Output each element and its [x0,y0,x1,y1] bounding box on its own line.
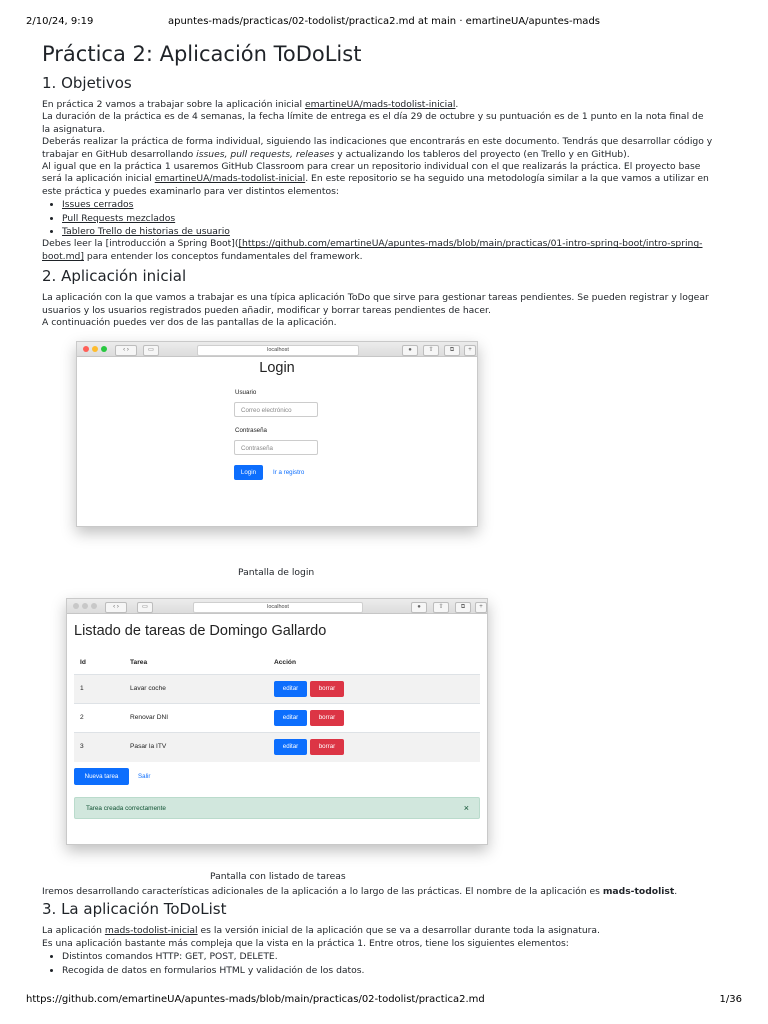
todolist-paragraph-1: La aplicación mads-todolist-inicial es la versión inicial de la aplicación que se va a desarrollar durante toda la asignatura. [42,925,600,937]
header-id: Id [80,659,86,666]
task-name: Pasar la ITV [130,743,167,750]
spring-boot-link[interactable]: [https://github.com/emartineUA/apuntes-mads/blob/main/practicas/01-intro-spring-boot/intro-spring-boot.md] [42,238,703,262]
login-title: Login [259,360,295,376]
list-item: • Recogida de datos en formularios HTML y validación de los datos. [62,964,714,977]
url-bar: localhost [193,602,363,613]
trello-link[interactable]: Tablero Trello de historias de usuario [62,226,230,238]
password-label: Contraseña [235,427,267,434]
table-row [74,732,480,762]
todolist-list [42,950,714,977]
login-screenshot [76,341,478,527]
login-button: Login [234,465,263,480]
document-body [42,38,714,330]
maximize-dot-icon [91,603,97,609]
edit-button: editar [274,681,307,697]
maximize-dot-icon [101,346,107,352]
list-item [62,225,714,238]
tabs-icon: ⧉ [455,602,471,613]
objetivos-paragraph-5: Debes leer la [introducción a Spring Boot]([https://github.com/emartineUA/apuntes-mads/blob/main/practicas/01-intro-spring-boot/intro-spring-boot.md] para entender los conceptos fundamentales del framework. [42,238,703,262]
close-icon: × [463,803,469,813]
url-bar: localhost [197,345,359,356]
section-objetivos-heading: 1. Objetivos [42,74,132,92]
aplicacion-paragraph-1: La aplicación con la que vamos a trabajar es una típica aplicación ToDo que sirve para gestionar tareas pendientes. Se pueden registrar y logear usuarios y los usuarios registrados pueden añadir, modificar y borrar tareas pendientes de hacer. [42,292,709,316]
table-row [74,703,480,733]
objetivos-paragraph-1: En práctica 2 vamos a trabajar sobre la aplicación inicial emartineUA/mads-todolist-inicial. [42,99,459,110]
password-input: Contraseña [234,440,318,455]
print-date: 2/10/24, 9:19 [26,16,94,27]
tabs-icon: ⧉ [444,345,460,356]
share-icon: ⇧ [433,602,449,613]
delete-button: borrar [310,710,344,726]
list-item [62,212,714,225]
edit-button: editar [274,710,307,726]
new-task-button: Nueva tarea [74,768,129,785]
close-dot-icon [73,603,79,609]
alert-message: Tarea creada correctamente [86,805,166,812]
header-action: Acción [274,659,296,666]
browser-toolbar [67,599,487,614]
repo-link-2[interactable]: emartineUA/mads-todolist-inicial [154,173,306,185]
browser-toolbar [77,342,477,357]
logout-link: Salir [138,773,151,780]
new-tab-icon: + [464,345,476,356]
sidebar-icon: ▭ [143,345,159,356]
task-id: 3 [80,743,84,750]
sidebar-icon: ▭ [137,602,153,613]
list-item: • Distintos comandos HTTP: GET, POST, DELETE. [62,950,714,963]
print-header [26,16,742,32]
back-forward-icon: ‹ › [105,602,127,613]
issues-link[interactable]: Issues cerrados [62,199,134,211]
print-title: apuntes-mads/practicas/02-todolist/practica2.md at main · emartineUA/apuntes-mads [167,16,600,27]
task-name: Lavar coche [130,685,166,692]
objetivos-list [42,198,714,238]
new-tab-icon: + [475,602,487,613]
page-title: Práctica 2: Aplicación ToDoList [42,42,362,66]
login-caption: Pantalla de login [238,567,315,578]
delete-button: borrar [310,739,344,755]
register-link: Ir a registro [273,469,305,476]
task-list-screenshot [66,598,488,845]
task-id: 2 [80,714,84,721]
section-aplicacion-heading: 2. Aplicación inicial [42,267,187,286]
success-alert [74,797,480,819]
list-item [62,198,714,211]
aplicacion-paragraph-2: A continuación puedes ver dos de las pantallas de la aplicación. [42,317,337,329]
task-id: 1 [80,685,84,692]
close-dot-icon [83,346,89,352]
print-footer [26,994,742,1010]
print-url: https://github.com/emartineUA/apuntes-mads/blob/main/practicas/02-todolist/practica2.md [26,994,485,1005]
page-number: 1/36 [719,994,742,1005]
minimize-dot-icon [82,603,88,609]
objetivos-paragraph-4: Al igual que en la práctica 1 usaremos GitHub Classroom para crear un repositorio individual con el que realizarás la práctica. El proyecto base será la aplicación inicial emartineUA/mads-todolist-inicial. En este repositorio se ha seguido una metodología similar a la que vamos a utilizar en este práctica y puedes examinarlo para ver distintos elementos: [42,161,709,197]
task-name: Renovar DNI [130,714,169,721]
todolist-paragraph-2: Es una aplicación bastante más compleja que la vista en la práctica 1. Entre otros, tiene los siguientes elementos: [42,937,569,949]
delete-button: borrar [310,681,344,697]
header-task: Tarea [130,659,148,666]
todolist-inicial-link[interactable]: mads-todolist-inicial [104,925,198,937]
list-caption: Pantalla con listado de tareas [210,871,346,882]
objetivos-paragraph-3: Deberás realizar la práctica de forma individual, siguiendo las indicaciones que encontrarás en este documento. Tendrás que desarrollar código y trabajar en GitHub desarrollando issues, pull requests, releases y actualizando los tableros del proyecto (en Trello y en GitHub). [42,136,713,160]
pull-requests-link[interactable]: Pull Requests mezclados [62,212,176,224]
table-row [74,674,480,704]
user-label: Usuario [235,389,257,396]
share-icon: ⇧ [423,345,439,356]
download-icon: ● [402,345,418,356]
aplicacion-paragraph-3: Iremos desarrollando características adicionales de la aplicación a lo largo de las prácticas. El nombre de la aplicación es mads-todolist. [42,886,678,897]
section-todolist-heading: 3. La aplicación ToDoList [42,900,227,919]
edit-button: editar [274,739,307,755]
minimize-dot-icon [92,346,98,352]
download-icon: ● [411,602,427,613]
task-list-title: Listado de tareas de Domingo Gallardo [74,623,327,639]
objetivos-paragraph-2: La duración de la práctica es de 4 semanas, la fecha límite de entrega es el día 29 de octubre y su puntuación es de 1 punto en la nota final de la asignatura. [42,111,704,135]
email-input: Correo electrónico [234,402,318,417]
back-forward-icon: ‹ › [115,345,137,356]
section-3 [42,886,714,977]
repo-link[interactable]: emartineUA/mads-todolist-inicial [304,99,456,110]
